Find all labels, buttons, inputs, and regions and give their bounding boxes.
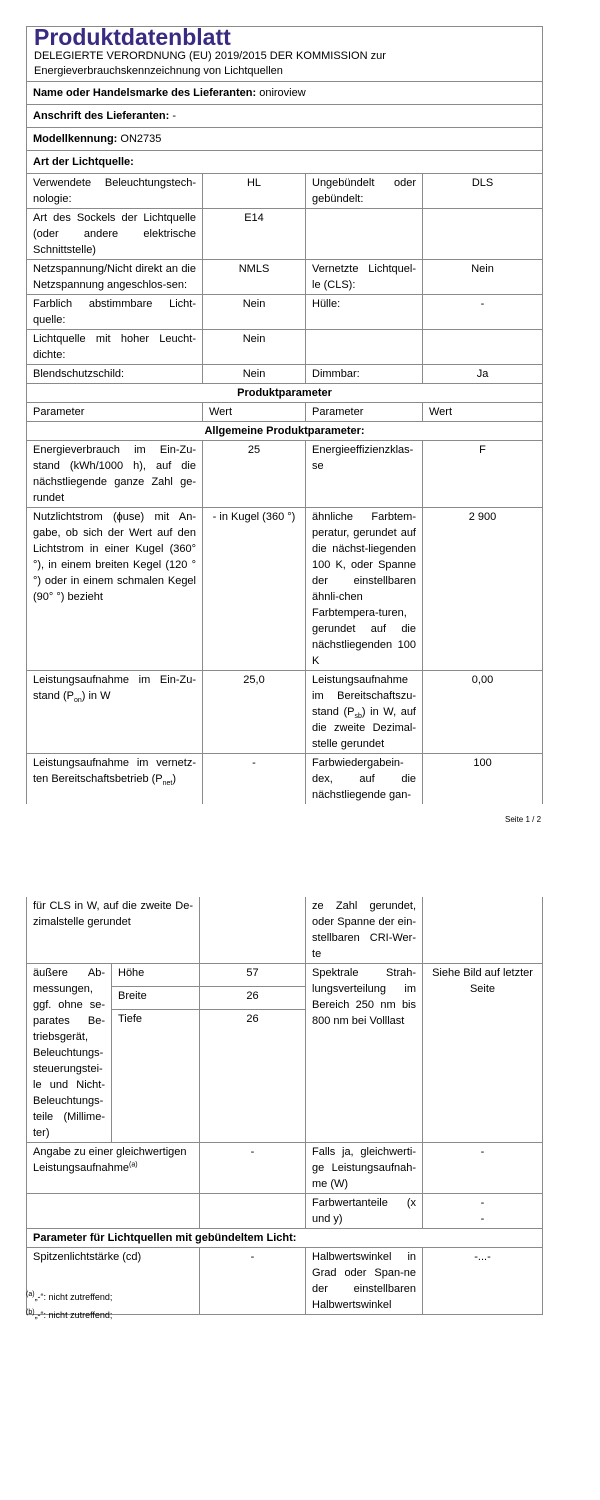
peak-intensity-label: Spitzenlichtstärke (cd) — [27, 1248, 200, 1315]
page-2 — [26, 897, 542, 1315]
networked-standby-value: - — [203, 754, 306, 805]
col-header-parameter: Parameter — [27, 403, 203, 422]
equivalent-power-label: Angabe zu einer gleichwertigen Leistungsaufnahme$^{(a)}$ — [27, 1143, 200, 1194]
supplier-address-label: Anschrift des Lieferanten: — [33, 110, 170, 122]
cls-label: Vernetzte Lichtquel-le (CLS): — [306, 260, 423, 295]
glare-shield-label: Blendschutzschild: — [27, 365, 203, 384]
equivalent-power-watts-value: - — [423, 1143, 543, 1194]
color-tunable-label: Farblich abstimmbare Licht-quelle: — [27, 295, 203, 330]
equivalent-power-watts-label: Falls ja, gleichwerti-ge Leistungsaufnah-me (W) — [306, 1143, 423, 1194]
dimmable-label: Dimmbar: — [306, 365, 423, 384]
networked-standby-continued: für CLS in W, auf die zweite De-zimalstelle gerundet — [27, 897, 200, 964]
glare-shield-value: Nein — [203, 365, 306, 384]
depth-value: 26 — [200, 1010, 306, 1143]
width-label: Breite — [112, 987, 200, 1010]
height-label: Höhe — [112, 964, 200, 987]
bundled-value: DLS — [423, 174, 543, 209]
supplier-address-value: - — [172, 110, 177, 122]
power-on-value: 25,0 — [203, 671, 306, 754]
technology-label: Verwendete Beleuchtungstech-nologie: — [27, 174, 203, 209]
power-standby-value: 0,00 — [423, 671, 543, 754]
energy-consumption-label: Energieverbrauch im Ein-Zu-stand (kWh/1000 h), auf die nächstliegende ganze Zahl ge-rundet — [27, 441, 203, 508]
color-tunable-value: Nein — [203, 295, 306, 330]
socket-value: E14 — [203, 209, 306, 260]
networked-standby-label: Leistungsaufnahme im vernetz-ten Bereitschaftsbetrieb $(P_{net})$ — [27, 754, 203, 805]
bundled-label: Ungebündelt oder gebündelt: — [306, 174, 423, 209]
col-header-value: Wert — [203, 403, 306, 422]
spectral-distribution-value: Siehe Bild auf letzter Seite — [423, 964, 543, 1143]
supplier-name-row — [27, 82, 543, 105]
cls-value: Nein — [423, 260, 543, 295]
light-source-type-heading: Art der Lichtquelle: — [27, 151, 543, 174]
energy-class-value: F — [423, 441, 543, 508]
model-row — [27, 128, 543, 151]
energy-consumption-value: 25 — [203, 441, 306, 508]
datasheet-table-page2 — [26, 897, 543, 1315]
bundled-light-heading: Parameter für Lichtquellen mit gebündeltem Licht: — [27, 1229, 543, 1248]
height-value: 57 — [200, 964, 306, 987]
chromaticity-label: Farbwertanteile (x und y) — [306, 1194, 423, 1229]
model-label: Modellkennung: — [33, 133, 118, 145]
power-on-label: Leistungsaufnahme im Ein-Zu-stand $(P_{on})$ in W — [27, 671, 203, 754]
mains-value: NMLS — [203, 260, 306, 295]
peak-intensity-value: - — [200, 1248, 306, 1315]
dimensions-label: äußere Ab-messungen, ggf. ohne se-parates Be-triebsgerät, Beleuchtungs-steuerungstei-le und Nicht-Beleuchtungs-teile (Millime-ter) — [27, 964, 112, 1143]
model-value: ON2735 — [120, 133, 162, 145]
page-title: Produktdatenblatt — [34, 24, 231, 50]
product-parameters-heading: Produktparameter — [27, 384, 543, 403]
color-rendering-continued: ze Zahl gerundet, oder Spanne der ein-stellbaren CRI-Wer-te — [306, 897, 423, 964]
col-header-parameter-2: Parameter — [306, 403, 423, 422]
footnote-a: $^{(a)}$„-“: nicht zutreffend; — [26, 1291, 113, 1302]
color-rendering-label: Farbwiedergabein-dex, auf die nächstliegende gan- — [306, 754, 423, 805]
technology-value: HL — [203, 174, 306, 209]
depth-label: Tiefe — [112, 1010, 200, 1143]
equivalent-power-value: - — [200, 1143, 306, 1194]
luminous-flux-value: - in Kugel (360 °) — [203, 508, 306, 671]
footnote-b: $^{(b)}$„-“: nicht zutreffend; — [26, 1309, 113, 1320]
power-standby-label: Leistungsaufnahme im Bereitschaftszu-stand $(P_{sb})$ in W, auf die zweite Dezimal-stelle gerundet — [306, 671, 423, 754]
socket-label: Art des Sockels der Lichtquelle (oder andere elektrische Schnittstelle) — [27, 209, 203, 260]
luminous-flux-label: Nutzlichtstrom (ɸuse) mit An-gabe, ob sich der Wert auf den Lichtstrom in einer Kugel (360° °), in einem breiten Kegel (120 °°) oder in einem schmalen Kegel (90° °) bezieht — [27, 508, 203, 671]
spectral-distribution-label: Spektrale Strah-lungsverteilung im Bereich 250 nm bis 800 nm bei Volllast — [306, 964, 423, 1143]
supplier-address-row — [27, 105, 543, 128]
beam-angle-value: -...- — [423, 1248, 543, 1315]
mains-label: Netzspannung/Nicht direkt an die Netzspannung angeschlos-sen: — [27, 260, 203, 295]
col-header-value-2: Wert — [423, 403, 543, 422]
color-temperature-label: ähnliche Farbtem-peratur, gerundet auf die nächst-liegenden 100 K, oder Spanne der einstellbaren ähnli-chen Farbtempera-turen, gerundet auf die nächstliegenden 100 K — [306, 508, 423, 671]
color-rendering-value: 100 — [423, 754, 543, 805]
envelope-value: - — [423, 295, 543, 330]
regulation-text: DELEGIERTE VERORDNUNG (EU) 2019/2015 DER KOMMISSION zur Energieverbrauchskennzeichnung von Lichtquellen — [34, 50, 386, 77]
supplier-name-value: oniroview — [259, 87, 306, 99]
high-luminance-label: Lichtquelle mit hoher Leucht-dichte: — [27, 330, 203, 365]
high-luminance-value: Nein — [203, 330, 306, 365]
supplier-name-label: Name oder Handelsmarke des Lieferanten: — [33, 87, 257, 99]
page-1 — [26, 26, 542, 804]
envelope-label: Hülle: — [306, 295, 423, 330]
beam-angle-label: Halbwertswinkel in Grad oder Span-ne der einstellbaren Halbwertswinkel — [306, 1248, 423, 1315]
chromaticity-value: - - — [423, 1194, 543, 1229]
width-value: 26 — [200, 987, 306, 1010]
general-parameters-heading: Allgemeine Produktparameter: — [27, 422, 543, 441]
dimmable-value: Ja — [423, 365, 543, 384]
page-number: Seite 1 / 2 — [505, 815, 542, 824]
datasheet-table-page1 — [26, 26, 543, 804]
color-temperature-value: 2 900 — [423, 508, 543, 671]
energy-class-label: Energieeffizienzklas-se — [306, 441, 423, 508]
